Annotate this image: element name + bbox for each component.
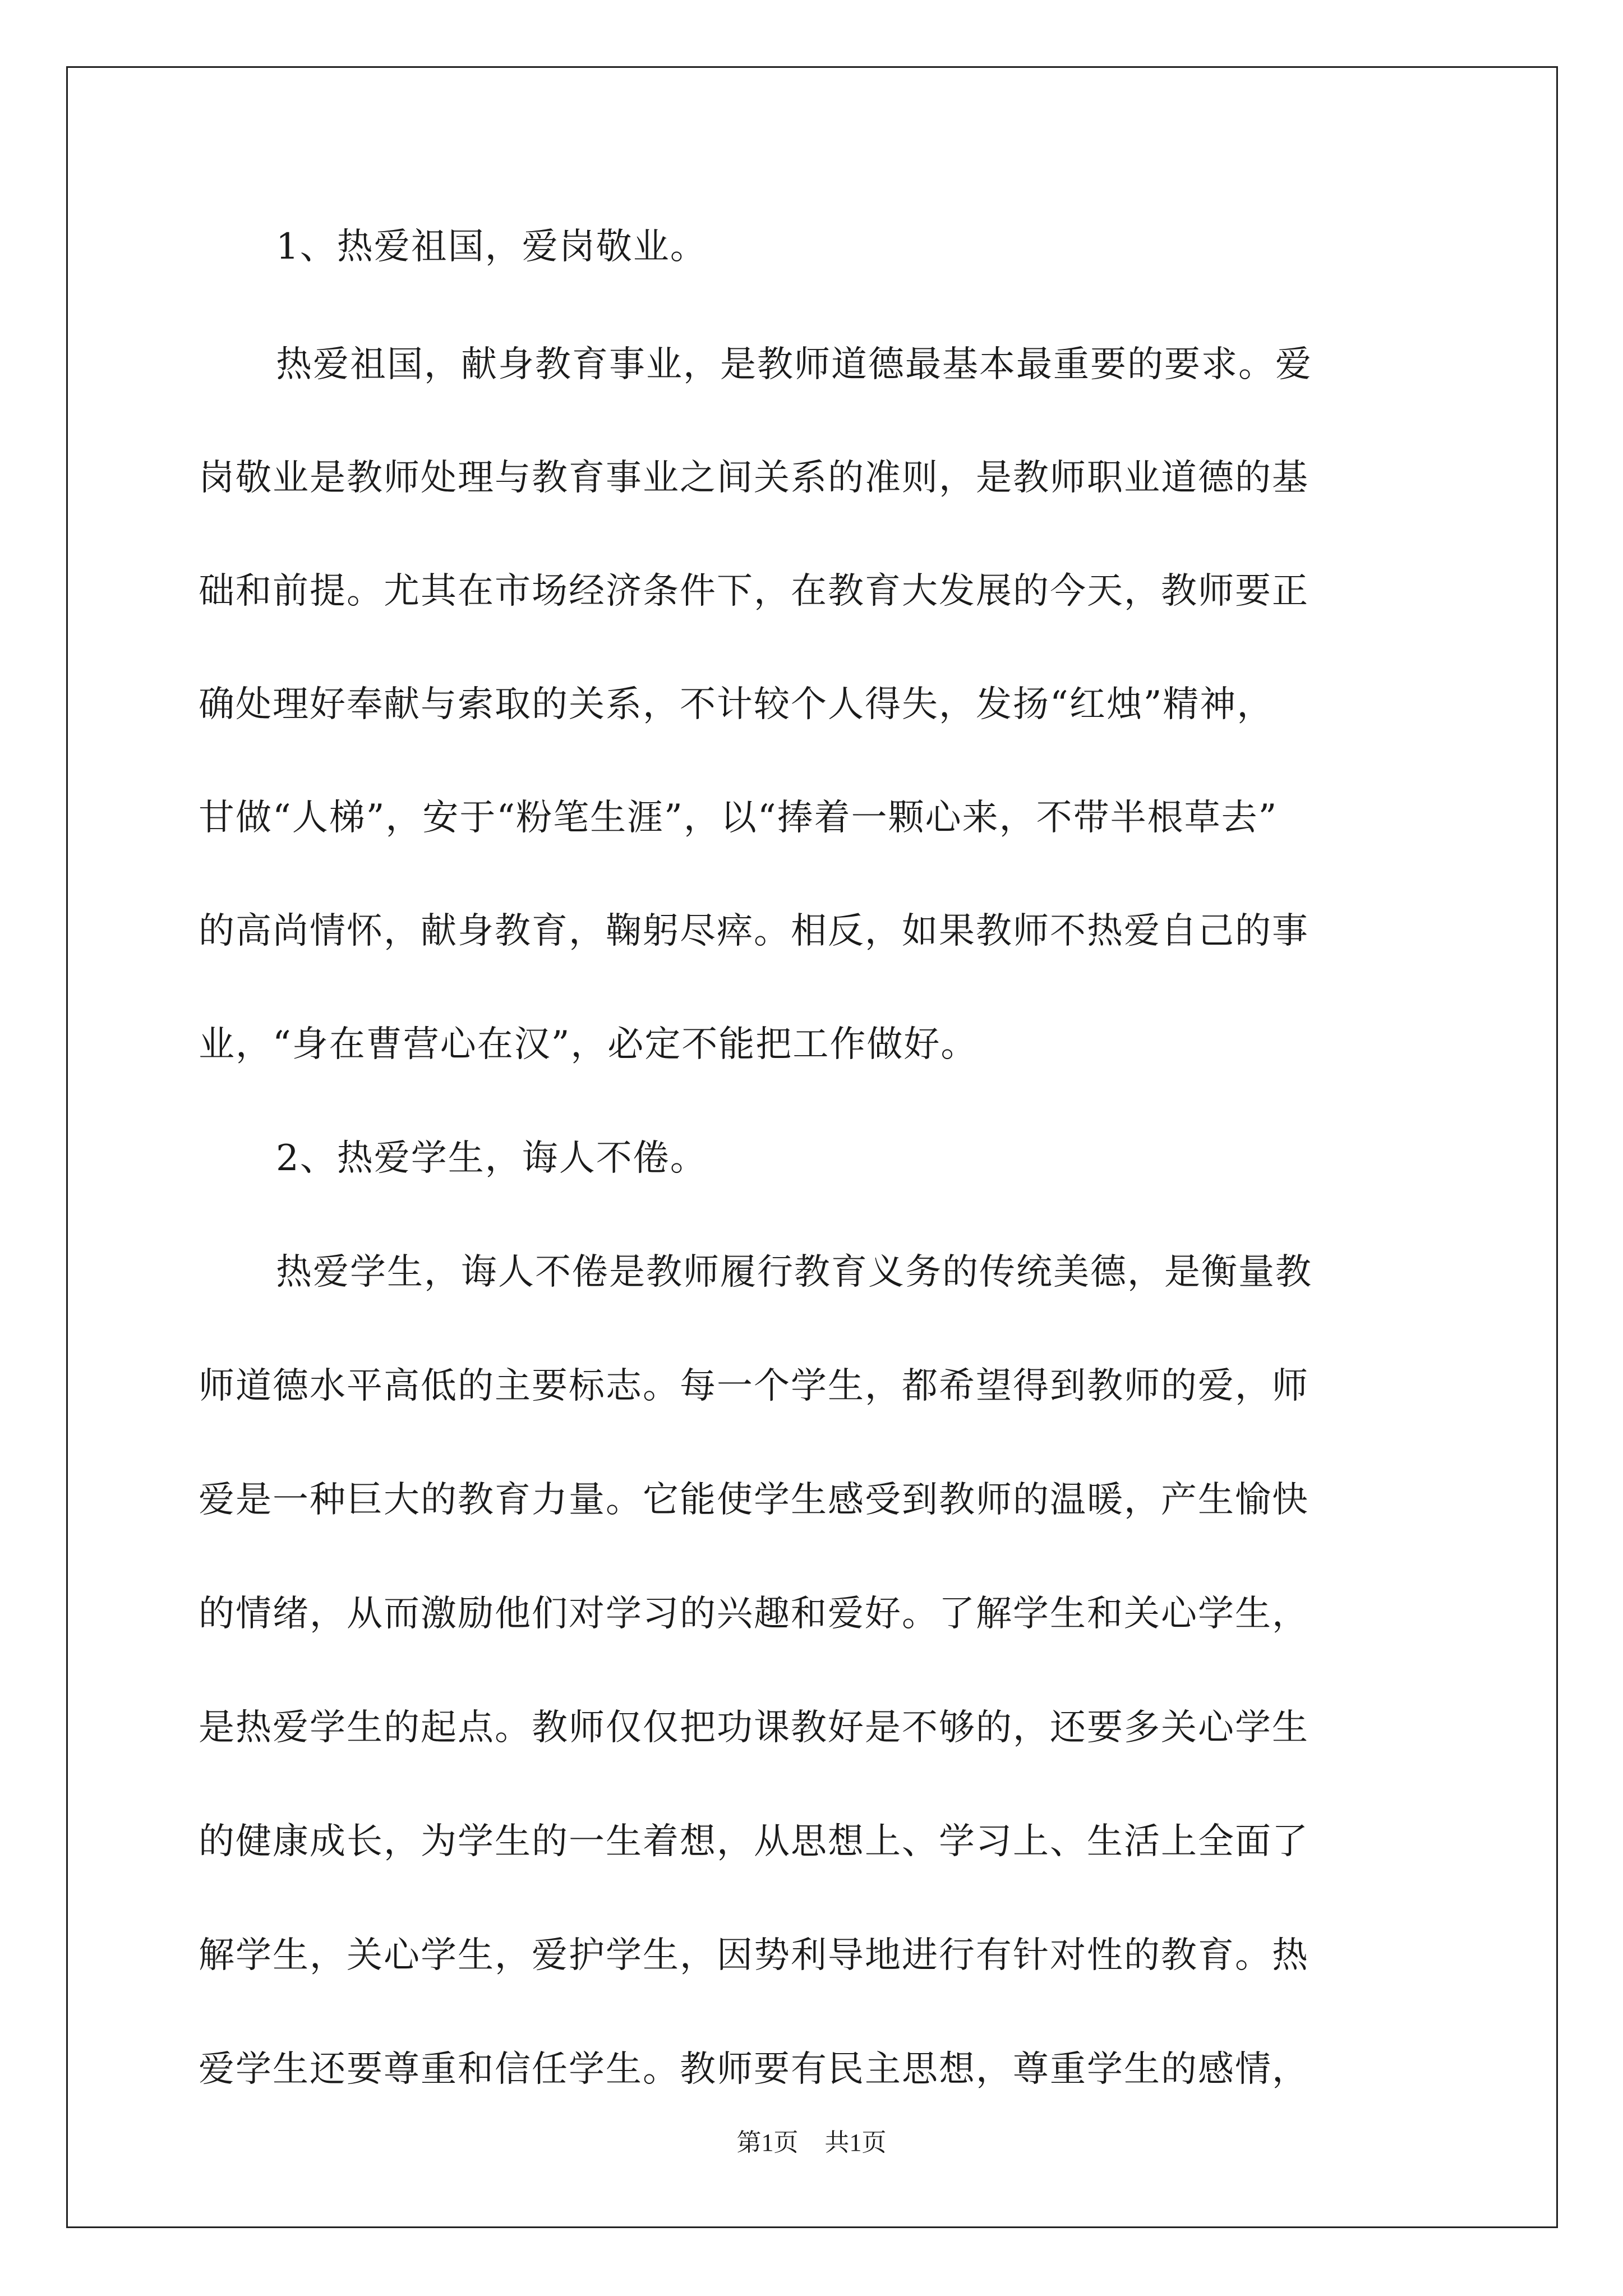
paragraph-1-line-1: 热爱祖国，献身教育事业，是教师道德最基本最重要的要求。爱 — [276, 344, 1312, 385]
paragraph-2-line-1: 热爱学生，诲人不倦是教师履行教育义务的传统美德，是衡量教 — [276, 1251, 1312, 1293]
paragraph-1-line-7: 业，“身在曹营心在汉”，必定不能把工作做好。 — [199, 1024, 978, 1065]
page-number: 第1页 — [736, 2129, 799, 2156]
paragraph-2-line-4: 的情绪，从而激励他们对学习的兴趣和爱好。了解学生和关心学生， — [199, 1593, 1309, 1635]
paragraph-2-line-7: 解学生，关心学生，爱护学生，因势利导地进行有针对性的教育。热 — [199, 1935, 1309, 1976]
paragraph-2-line-3: 爱是一种巨大的教育力量。它能使学生感受到教师的温暖，产生愉快 — [199, 1479, 1309, 1521]
paragraph-2-line-6: 的健康成长，为学生的一生着想，从思想上、学习上、生活上全面了 — [199, 1821, 1309, 1862]
page-total: 共1页 — [824, 2129, 887, 2156]
paragraph-1-line-2: 岗敬业是教师处理与教育事业之间关系的准则，是教师职业道德的基 — [199, 457, 1309, 499]
section-heading-1: 1、热爱祖国，爱岗敬业。 — [276, 226, 707, 268]
paragraph-2-line-5: 是热爱学生的起点。教师仅仅把功课教好是不够的，还要多关心学生 — [199, 1707, 1309, 1749]
paragraph-1-line-3: 础和前提。尤其在市场经济条件下，在教育大发展的今天，教师要正 — [199, 570, 1309, 612]
section-heading-2: 2、热爱学生，诲人不倦。 — [276, 1138, 707, 1179]
paragraph-1-line-4: 确处理好奉献与索取的关系，不计较个人得失，发扬“红烛”精神， — [199, 684, 1274, 725]
paragraph-1-line-6: 的高尚情怀，献身教育，鞠躬尽瘁。相反，如果教师不热爱自己的事 — [199, 910, 1309, 952]
paragraph-1-line-5: 甘做“人梯”，安于“粉笔生涯”，以“捧着一颗心来，不带半根草去” — [199, 797, 1278, 839]
page-footer — [0, 2127, 1623, 2159]
paragraph-2-line-2: 师道德水平高低的主要标志。每一个学生，都希望得到教师的爱，师 — [199, 1365, 1309, 1407]
paragraph-2-line-8: 爱学生还要尊重和信任学生。教师要有民主思想，尊重学生的感情， — [199, 2049, 1309, 2090]
